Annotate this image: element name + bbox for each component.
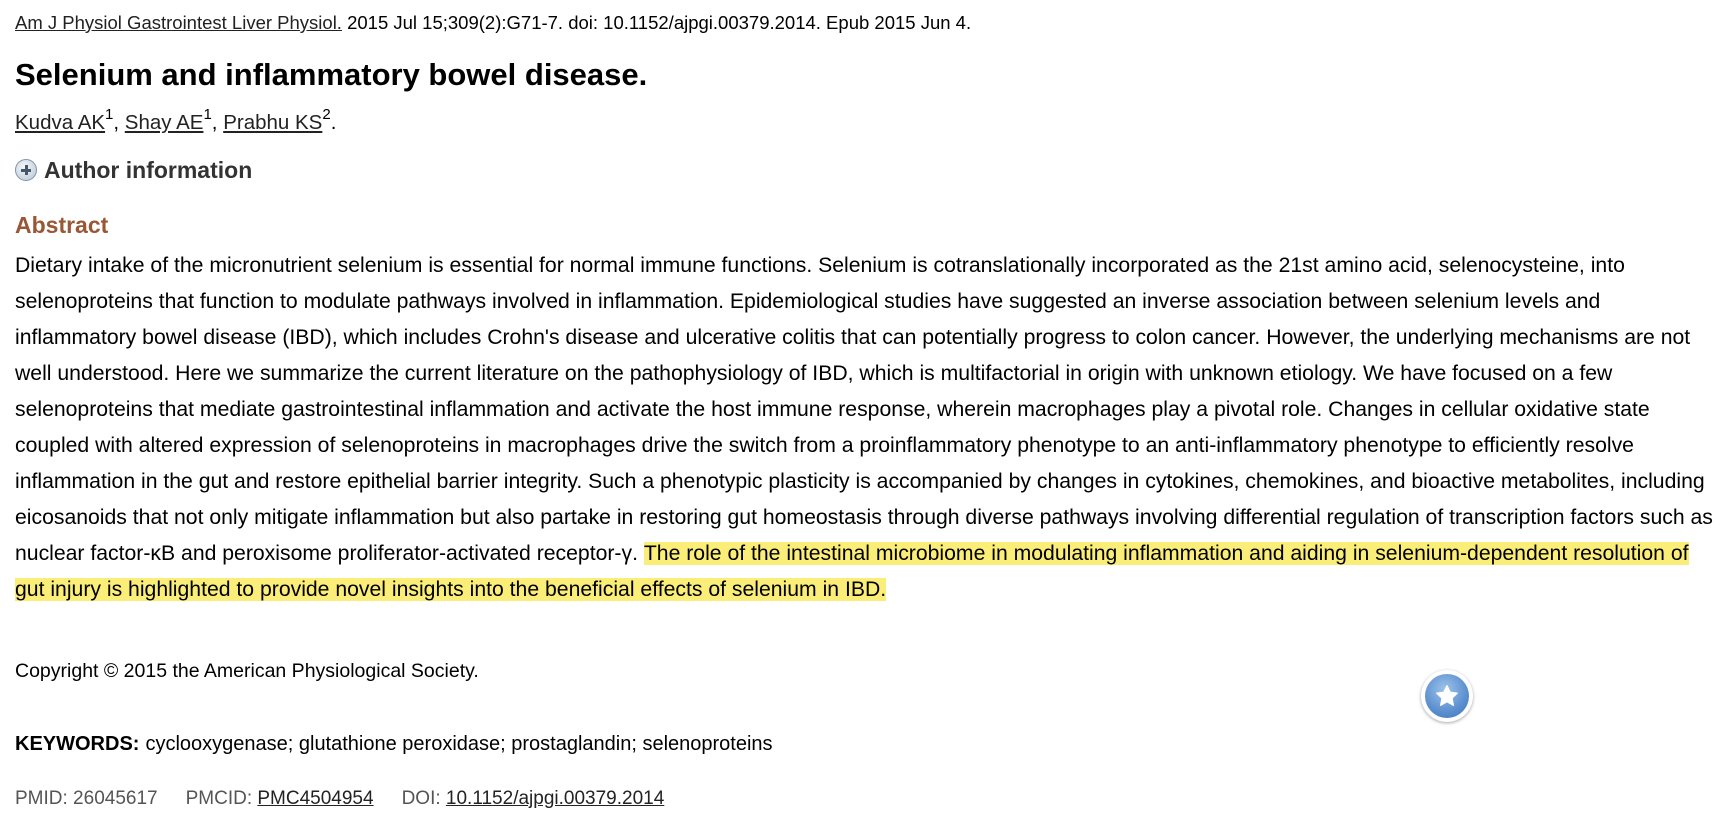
- article-title: Selenium and inflammatory bowel disease.: [15, 57, 648, 92]
- pmcid-link[interactable]: PMC4504954: [257, 788, 374, 809]
- favorite-button[interactable]: [1421, 670, 1473, 722]
- keywords-label: KEYWORDS:: [15, 733, 140, 755]
- highlighted-text: The role of the intestinal microbiome in modulating inflammation and aiding in selenium-dependent resolution of gut injury is highlighted to provide novel insights into the beneficial effects of selenium in IBD.: [15, 542, 1689, 601]
- author-affiliation-number: 1: [105, 106, 114, 124]
- plus-circle-icon[interactable]: [15, 159, 37, 181]
- star-icon: [1434, 683, 1460, 709]
- copyright-notice: Copyright © 2015 the American Physiological Society.: [15, 660, 479, 682]
- abstract-heading: Abstract: [15, 212, 109, 238]
- author-information-label: Author information: [44, 157, 253, 183]
- author-link[interactable]: Kudva AK: [15, 111, 106, 134]
- author-information-toggle[interactable]: [15, 156, 252, 184]
- keywords: [15, 731, 773, 757]
- author-link[interactable]: Prabhu KS: [223, 111, 323, 134]
- author-affiliation-number: 2: [322, 106, 331, 124]
- author-separator: ,: [211, 111, 224, 134]
- pmcid-label: PMCID:: [185, 788, 258, 809]
- author-separator: ,: [113, 111, 125, 134]
- citation-details: 2015 Jul 15;309(2):G71-7. doi: 10.1152/ajpgi.00379.2014. Epub 2015 Jun 4.: [347, 12, 972, 33]
- favorite-button-face: [1425, 674, 1469, 718]
- citation-line: [15, 12, 971, 34]
- author-link[interactable]: Shay AE: [124, 111, 204, 134]
- article-identifiers: [15, 787, 664, 811]
- abstract-body-text: Dietary intake of the micronutrient selenium is essential for normal immune functions. Selenium is cotranslationally incorporated as the 21st amino acid, selenocysteine, into selenoproteins that function to modulate pathways involved in inflammation. Epidemiological studies have suggested an inverse association between selenium levels and inflammatory bowel disease (IBD), which includes Crohn's disease and ulcerative colitis that can potentially progress to colon cancer. However, the underlying mechanisms are not well understood. Here we summarize the current literature on the pathophysiology of IBD, which is multifactorial in origin with unknown etiology. We have focused on a few selenoproteins that mediate gastrointestinal inflammation and activate the host immune response, wherein macrophages play a pivotal role. Changes in cellular oxidative state coupled with altered expression of selenoproteins in macrophages drive the switch from a proinflammatory phenotype to an anti-inflammatory phenotype to efficiently resolve inflammation in the gut and restore epithelial barrier integrity. Such a phenotypic plasticity is accompanied by changes in cytokines, chemokines, and bioactive metabolites, including eicosanoids that not only mitigate inflammation but also partake in restoring gut homeostasis through diverse pathways involving differential regulation of transcription factors such as nuclear factor-κB and peroxisome proliferator-activated receptor-γ.: [15, 254, 1713, 565]
- author-list-end: .: [330, 111, 337, 134]
- abstract-text: [15, 248, 1720, 608]
- doi-label: DOI:: [401, 788, 446, 809]
- doi-link[interactable]: 10.1152/ajpgi.00379.2014: [445, 788, 665, 809]
- keywords-list: cyclooxygenase; glutathione peroxidase; prostaglandin; selenoproteins: [145, 733, 773, 755]
- pmid: PMID: 26045617: [15, 788, 158, 809]
- author-affiliation-number: 1: [203, 106, 212, 124]
- author-list: [15, 106, 337, 136]
- journal-link[interactable]: Am J Physiol Gastrointest Liver Physiol.: [15, 12, 342, 33]
